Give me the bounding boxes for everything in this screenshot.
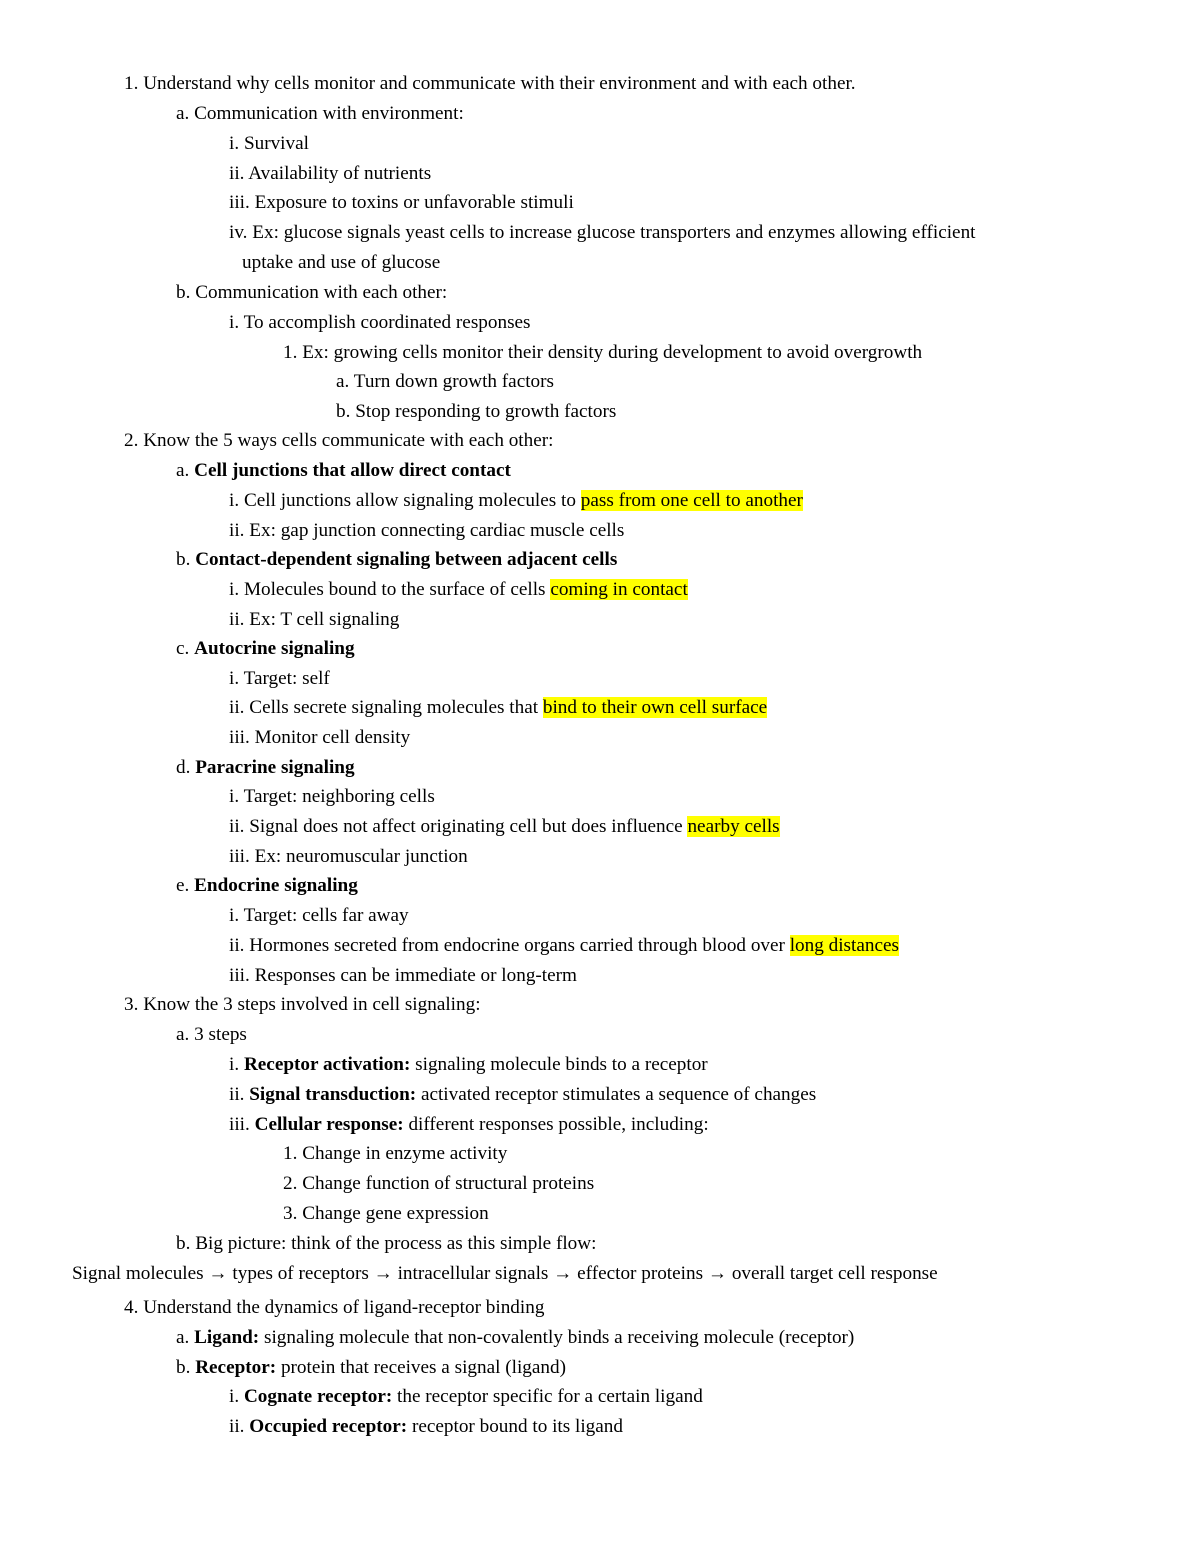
list-marker: iii.: [229, 1114, 250, 1135]
list-marker: e.: [176, 875, 190, 896]
list-marker: iii.: [229, 965, 250, 986]
line-text: Change in enzyme activity: [302, 1143, 508, 1164]
line-text: Signal molecules → types of receptors → intracellular signals → effector proteins → overall target cell response: [72, 1263, 938, 1284]
outline-line: [229, 221, 976, 245]
list-marker: 2.: [283, 1173, 298, 1194]
list-marker: b.: [176, 549, 191, 570]
outline-line: [229, 311, 531, 335]
list-marker: i.: [229, 133, 240, 154]
list-marker: b.: [336, 401, 351, 422]
list-marker: a.: [176, 1327, 190, 1348]
line-text: To accomplish coordinated responses: [243, 312, 531, 333]
bold-term: Ligand:: [194, 1327, 260, 1348]
outline-line: [283, 1172, 594, 1196]
outline-line: [176, 756, 355, 780]
line-text: Monitor cell density: [254, 727, 411, 748]
line-text: Know the 5 ways cells communicate with each other:: [143, 430, 554, 451]
outline-line: [176, 281, 447, 305]
highlighted-text: coming in contact: [550, 579, 688, 600]
line-text: Change gene expression: [302, 1203, 489, 1224]
outline-line: [229, 1113, 709, 1137]
outline-line: [229, 489, 803, 513]
outline-line: [229, 578, 688, 602]
list-marker: iii.: [229, 846, 250, 867]
line-text: the receptor specific for a certain ligand: [392, 1386, 703, 1407]
list-marker: iv.: [229, 222, 248, 243]
line-text: Ex: neuromuscular junction: [254, 846, 468, 867]
bold-term: Cell junctions that allow direct contact: [194, 460, 511, 481]
outline-line: [229, 785, 435, 809]
line-text: different responses possible, including:: [403, 1114, 709, 1135]
outline-line: [229, 162, 431, 186]
line-text: Communication with environment:: [194, 103, 464, 124]
line-text: Survival: [243, 133, 309, 154]
line-text: receptor bound to its ligand: [407, 1416, 623, 1437]
line-text: Ex: T cell signaling: [249, 609, 400, 630]
outline-line: [229, 667, 330, 691]
outline-line: [336, 400, 616, 424]
list-marker: a.: [176, 1024, 190, 1045]
outline-line: [229, 191, 574, 215]
line-text: Turn down growth factors: [353, 371, 554, 392]
list-marker: ii.: [229, 935, 245, 956]
outline-line: [229, 1415, 623, 1439]
bold-term: Signal transduction:: [249, 1084, 417, 1105]
bold-term: Receptor activation:: [243, 1054, 411, 1075]
list-marker: a.: [176, 460, 190, 481]
list-marker: ii.: [229, 163, 245, 184]
list-marker: b.: [176, 282, 191, 303]
line-text: Change function of structural proteins: [302, 1173, 595, 1194]
outline-line: [229, 1053, 708, 1077]
line-text: Availability of nutrients: [248, 163, 432, 184]
list-marker: iii.: [229, 727, 250, 748]
list-marker: i.: [229, 1054, 240, 1075]
outline-line: [124, 993, 481, 1017]
outline-line: [229, 1385, 703, 1409]
outline-line: [176, 637, 355, 661]
outline-line: [229, 815, 780, 839]
highlighted-text: long distances: [789, 935, 899, 956]
list-marker: c.: [176, 638, 190, 659]
line-text: Exposure to toxins or unfavorable stimuli: [254, 192, 574, 213]
list-marker: i.: [229, 312, 240, 333]
line-text: Understand why cells monitor and communicate with their environment and with each other.: [143, 73, 856, 94]
line-text: Big picture: think of the process as this simple flow:: [195, 1233, 597, 1254]
outline-line: [229, 132, 309, 156]
line-text: protein that receives a signal (ligand): [276, 1357, 566, 1378]
line-text: Cell junctions allow signaling molecules to: [243, 490, 581, 511]
outline-line: [336, 370, 554, 394]
outline-line: [283, 341, 922, 365]
line-text: Responses can be immediate or long-term: [254, 965, 577, 986]
highlighted-text: pass from one cell to another: [580, 490, 803, 511]
list-marker: i.: [229, 490, 240, 511]
outline-line: [124, 429, 553, 453]
outline-line: [229, 519, 624, 543]
list-marker: ii.: [229, 697, 245, 718]
bold-term: Cognate receptor:: [243, 1386, 393, 1407]
highlighted-text: nearby cells: [687, 816, 780, 837]
line-text: Ex: gap junction connecting cardiac muscle cells: [249, 520, 625, 541]
list-marker: i.: [229, 579, 240, 600]
list-marker: 2.: [124, 430, 139, 451]
list-marker: a.: [336, 371, 350, 392]
line-text: Ex: growing cells monitor their density during development to avoid overgrowth: [302, 342, 923, 363]
outline-line: [283, 1202, 489, 1226]
outline-line: [176, 874, 358, 898]
outline-line: [229, 845, 468, 869]
line-text: Ex: glucose signals yeast cells to increase glucose transporters and enzymes allowing efficient: [252, 222, 976, 243]
outline-line: [176, 548, 617, 572]
bold-term: Receptor:: [195, 1357, 277, 1378]
bold-term: Cellular response:: [254, 1114, 404, 1135]
list-marker: d.: [176, 757, 191, 778]
list-marker: ii.: [229, 1416, 245, 1437]
outline-line: [176, 102, 464, 126]
line-text: 3 steps: [194, 1024, 247, 1045]
list-marker: 3.: [283, 1203, 298, 1224]
list-marker: ii.: [229, 1084, 245, 1105]
outline-line: [229, 1083, 816, 1107]
bold-term: Paracrine signaling: [195, 757, 355, 778]
list-marker: i.: [229, 786, 240, 807]
line-text: Target: neighboring cells: [243, 786, 435, 807]
outline-line: [176, 1023, 247, 1047]
list-marker: b.: [176, 1357, 191, 1378]
list-marker: iii.: [229, 192, 250, 213]
outline-line: [229, 904, 409, 928]
bold-term: Autocrine signaling: [194, 638, 355, 659]
line-text: uptake and use of glucose: [242, 252, 441, 273]
line-text: Target: cells far away: [243, 905, 409, 926]
list-marker: ii.: [229, 609, 245, 630]
list-marker: 3.: [124, 994, 139, 1015]
line-text: signaling molecule binds to a receptor: [410, 1054, 708, 1075]
line-text: Hormones secreted from endocrine organs carried through blood over: [249, 935, 790, 956]
list-marker: ii.: [229, 816, 245, 837]
line-text: Molecules bound to the surface of cells: [243, 579, 551, 600]
outline-line: [229, 964, 577, 988]
list-marker: b.: [176, 1233, 191, 1254]
line-text: activated receptor stimulates a sequence of changes: [416, 1084, 817, 1105]
line-text: Communication with each other:: [195, 282, 448, 303]
bold-term: Endocrine signaling: [194, 875, 358, 896]
line-text: Know the 3 steps involved in cell signaling:: [143, 994, 481, 1015]
highlighted-text: bind to their own cell surface: [542, 697, 768, 718]
outline-line: [242, 251, 440, 275]
line-text: Understand the dynamics of ligand-receptor binding: [143, 1297, 545, 1318]
outline-line: [124, 1296, 544, 1320]
list-marker: 1.: [283, 342, 298, 363]
list-marker: 4.: [124, 1297, 139, 1318]
line-text: Cells secrete signaling molecules that: [249, 697, 543, 718]
outline-line: [176, 1356, 566, 1380]
outline-line: [229, 934, 899, 958]
list-marker: i.: [229, 1386, 240, 1407]
outline-line: [72, 1262, 938, 1286]
bold-term: Contact-dependent signaling between adjacent cells: [195, 549, 618, 570]
outline-line: [176, 459, 511, 483]
line-text: signaling molecule that non-covalently binds a receiving molecule (receptor): [259, 1327, 855, 1348]
outline-line: [229, 608, 399, 632]
line-text: Stop responding to growth factors: [355, 401, 617, 422]
list-marker: i.: [229, 668, 240, 689]
outline-line: [283, 1142, 507, 1166]
list-marker: i.: [229, 905, 240, 926]
list-marker: a.: [176, 103, 190, 124]
line-text: Signal does not affect originating cell but does influence: [249, 816, 688, 837]
outline-line: [229, 726, 410, 750]
outline-line: [124, 72, 856, 96]
bold-term: Occupied receptor:: [249, 1416, 408, 1437]
outline-line: [176, 1326, 854, 1350]
list-marker: 1.: [283, 1143, 298, 1164]
outline-line: [229, 696, 767, 720]
list-marker: ii.: [229, 520, 245, 541]
line-text: Target: self: [243, 668, 330, 689]
outline-line: [176, 1232, 596, 1256]
list-marker: 1.: [124, 73, 139, 94]
